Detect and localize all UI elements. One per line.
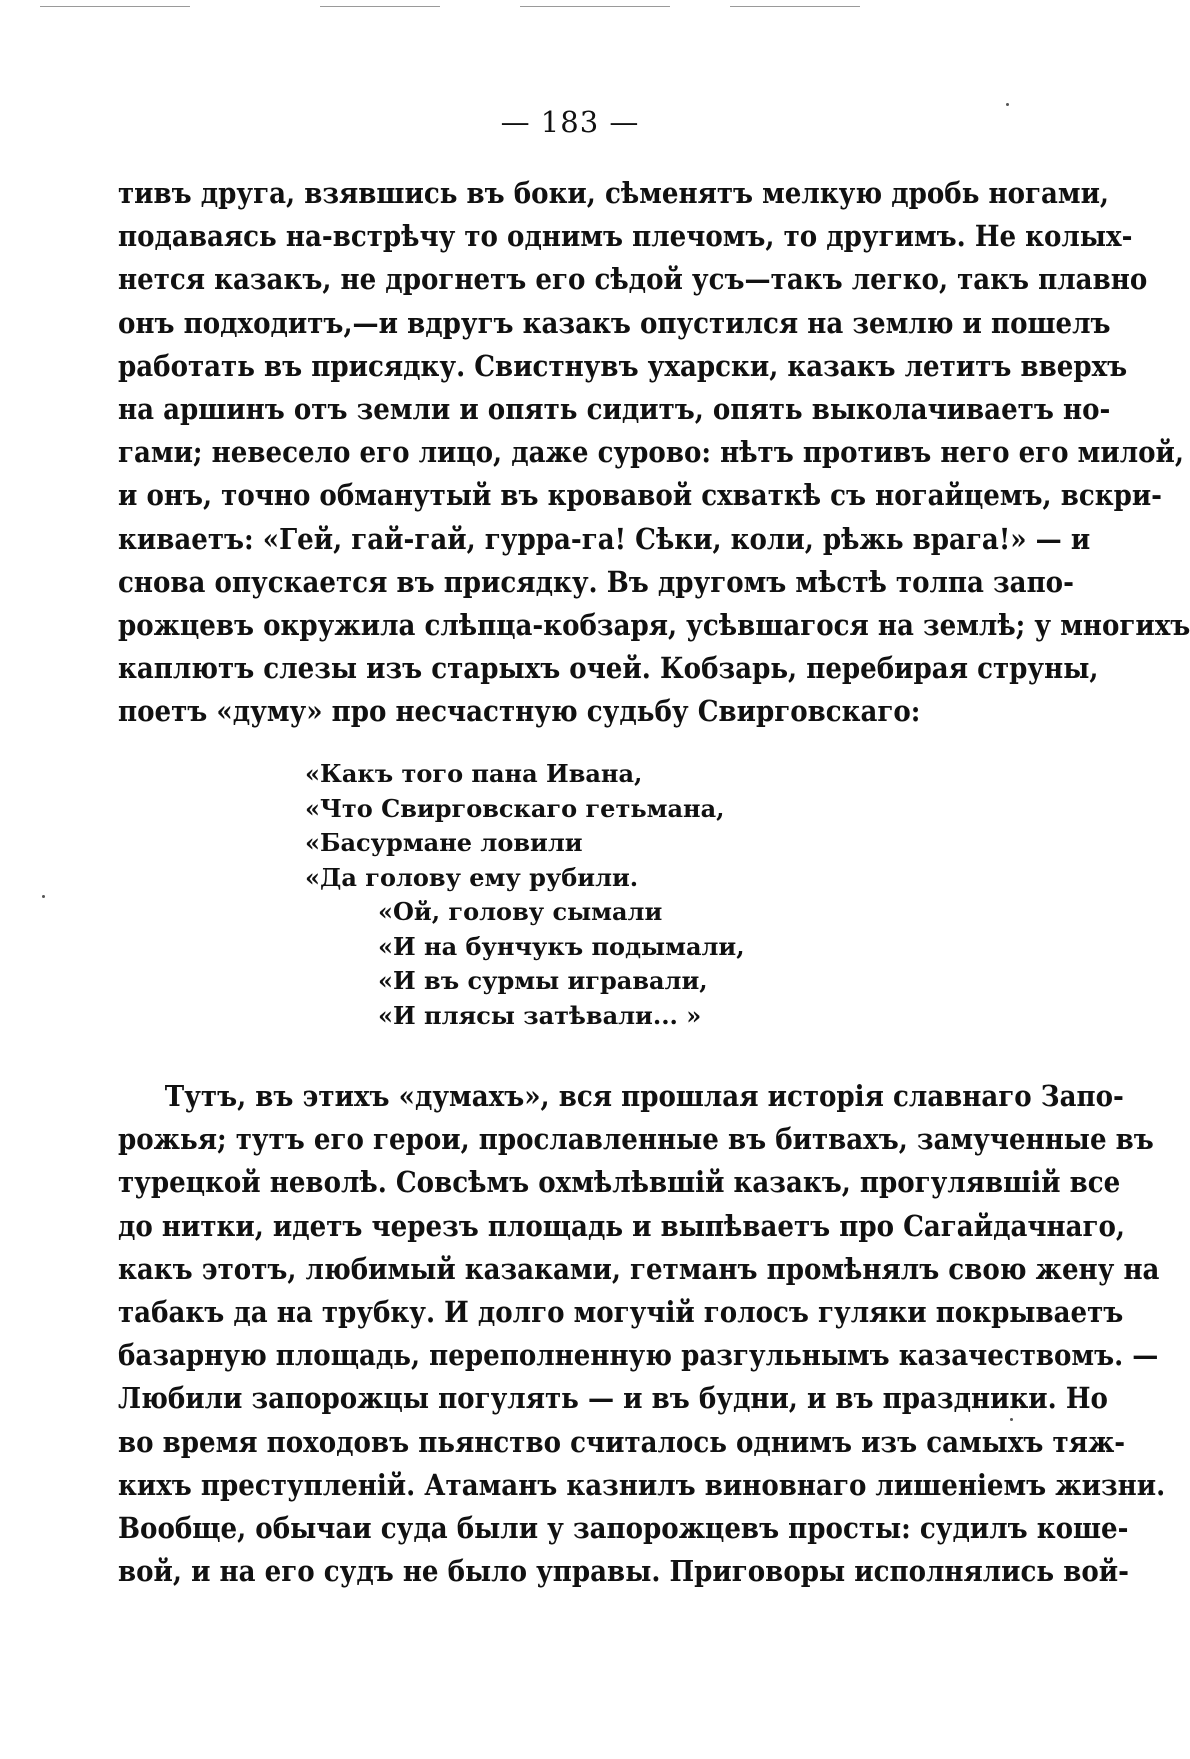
text-line: Тутъ, въ этихъ «думахъ», вся прошлая исторія славнаго Запо- xyxy=(164,1079,1124,1113)
scan-speck xyxy=(1010,1418,1013,1421)
verse-line: «Что Свирговскаго гетьмана, xyxy=(305,793,725,823)
text-line: кихъ преступленій. Атаманъ казнилъ виновнаго лишеніемъ жизни. xyxy=(118,1467,1166,1502)
text-line: и онъ, точно обманутый въ кровавой схваткѣ съ ногайцемъ, вскри- xyxy=(118,478,1163,513)
verse-block xyxy=(305,757,745,1033)
paragraph-1 xyxy=(118,172,1190,734)
text-line: вой, и на его судъ не было управы. Приговоры исполнялись вой- xyxy=(118,1554,1129,1589)
text-line: Вообще, обычаи суда были у запорожцевъ просты: судилъ коше- xyxy=(118,1511,1129,1546)
scan-edge-line xyxy=(320,6,440,7)
text-line: гами; невесело его лицо, даже сурово: нѣтъ противъ него его милой, xyxy=(118,435,1184,470)
text-line: каплютъ слезы изъ старыхъ очей. Кобзарь, перебирая струны, xyxy=(118,651,1099,686)
paragraph-2 xyxy=(118,1075,1166,1593)
text-line: какъ этотъ, любимый казаками, гетманъ промѣнялъ свою жену на xyxy=(118,1251,1160,1286)
text-line: подаваясь на-встрѣчу то однимъ плечомъ, то другимъ. Не колых- xyxy=(118,219,1133,254)
text-line: работать въ присядку. Свистнувъ ухарски, казакъ летитъ вверхъ xyxy=(118,348,1128,383)
text-line: тивъ друга, взявшись въ боки, сѣменятъ мелкую дробь ногами, xyxy=(118,176,1110,210)
scan-edge-line xyxy=(40,6,190,7)
text-line: рожья; тутъ его герои, прославленные въ битвахъ, замученные въ xyxy=(118,1122,1154,1157)
verse-line: «И на бунчукъ подымали, xyxy=(378,931,745,961)
text-line: во время походовъ пьянство считалось однимъ изъ самыхъ тяж- xyxy=(118,1424,1126,1459)
text-line: киваетъ: «Гей, гай-гай, гурра-га! Сѣки, коли, рѣжь врага!» — и xyxy=(118,521,1091,556)
text-line: онъ подходитъ,—и вдругъ казакъ опустился на землю и пошелъ xyxy=(118,305,1111,340)
text-line: базарную площадь, переполненную разгульнымъ казачествомъ. — xyxy=(118,1338,1159,1373)
scan-edge-line xyxy=(730,6,860,7)
verse-line: «Ой, голову сымали xyxy=(378,897,663,926)
text-line: до нитки, идетъ черезъ площадь и выпѣваетъ про Сагайдачнаго, xyxy=(118,1208,1125,1243)
text-line: снова опускается въ присядку. Въ другомъ мѣстѣ толпа запо- xyxy=(118,564,1074,599)
scan-edge-line xyxy=(520,6,670,7)
scan-speck xyxy=(42,895,45,898)
page-number: — 183 — xyxy=(500,105,640,139)
verse-line: «Басурмане ловили xyxy=(305,828,583,857)
text-line: табакъ да на трубку. И долго могучій голосъ гуляки покрываетъ xyxy=(118,1295,1124,1330)
verse-line: «Да голову ему рубили. xyxy=(305,862,639,892)
text-line: турецкой неволѣ. Совсѣмъ охмѣлѣвшій казакъ, прогулявшій все xyxy=(118,1165,1121,1200)
text-line: рожцевъ окружила слѣпца-кобзаря, усѣвшагося на землѣ; у многихъ xyxy=(118,608,1190,643)
text-line: на аршинъ отъ земли и опять сидитъ, опять выколачиваетъ но- xyxy=(118,392,1111,427)
verse-line: «И въ сурмы игравали, xyxy=(378,966,708,995)
verse-line: «И плясы затѣвали... » xyxy=(378,1000,702,1030)
text-line: нется казакъ, не дрогнетъ его сѣдой усъ—такъ легко, такъ плавно xyxy=(118,262,1148,297)
text-line: поетъ «думу» про несчастную судьбу Свирговскаго: xyxy=(118,694,921,729)
verse-line: «Какъ того пана Ивана, xyxy=(305,759,643,788)
text-line: Любили запорожцы погулять — и въ будни, и въ праздники. Но xyxy=(118,1381,1108,1416)
